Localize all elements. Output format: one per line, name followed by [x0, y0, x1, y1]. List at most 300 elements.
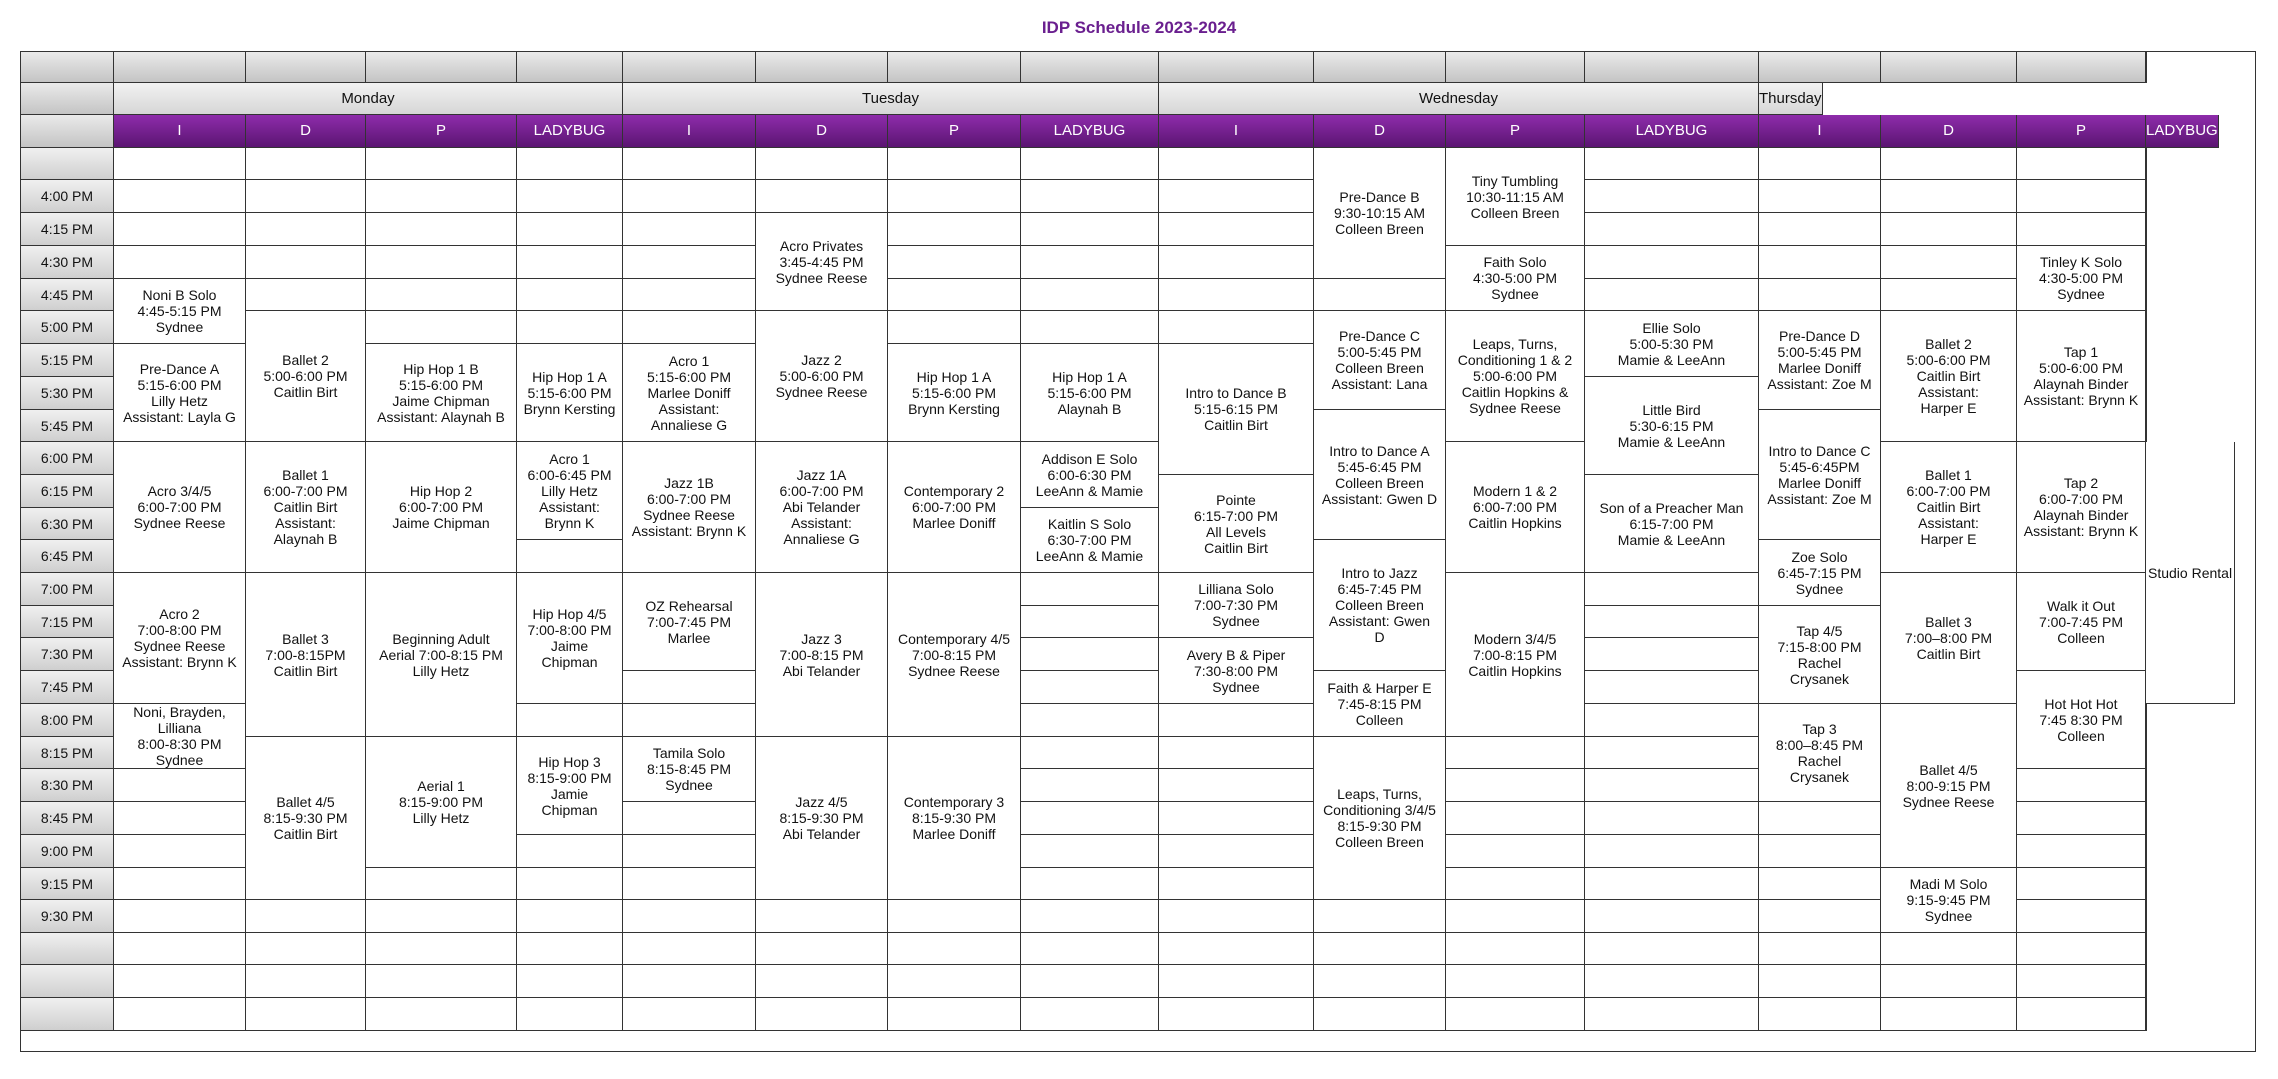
subcolumn-header: D	[246, 115, 366, 148]
time-label: 7:30 PM	[21, 638, 114, 671]
schedule-cell	[1159, 965, 1314, 998]
time-label	[21, 965, 114, 998]
time-label: 4:00 PM	[21, 180, 114, 213]
class-block: Tap 1 5:00-6:00 PM Alaynah Binder Assistant: Brynn K	[2017, 311, 2146, 442]
schedule-cell	[1159, 180, 1314, 213]
time-label: 4:30 PM	[21, 246, 114, 279]
schedule-cell	[2146, 704, 2147, 737]
schedule-cell	[1021, 606, 1159, 638]
schedule-cell	[1159, 148, 1314, 180]
schedule-grid	[20, 51, 2256, 1052]
schedule-cell	[517, 246, 623, 279]
schedule-cell	[1021, 769, 1159, 802]
schedule-cell	[366, 180, 517, 213]
time-label	[21, 148, 114, 180]
class-block: Pre-Dance A 5:15-6:00 PM Lilly Hetz Assistant: Layla G	[114, 344, 246, 442]
subcolumn-header: D	[1881, 115, 2017, 148]
class-block: Studio Rental	[2146, 442, 2235, 704]
schedule-cell	[1021, 573, 1159, 606]
schedule-cell	[2146, 344, 2147, 377]
schedule-cell	[1759, 868, 1881, 900]
schedule-cell	[2146, 213, 2147, 246]
class-block: Hip Hop 1 A 5:15-6:00 PM Brynn Kersting	[517, 344, 623, 442]
schedule-cell	[2017, 148, 2146, 180]
schedule-cell	[1585, 933, 1759, 965]
schedule-cell	[1021, 148, 1159, 180]
subcolumn-header: LADYBUG	[1021, 115, 1159, 148]
class-block: Hot Hot Hot 7:45 8:30 PM Colleen	[2017, 671, 2146, 769]
time-label: 7:00 PM	[21, 573, 114, 606]
subcolumn-header: P	[2017, 115, 2146, 148]
schedule-cell	[2146, 998, 2147, 1031]
schedule-cell	[888, 965, 1021, 998]
class-block: Contemporary 4/5 7:00-8:15 PM Sydnee Reese	[888, 573, 1021, 737]
schedule-cell	[114, 965, 246, 998]
schedule-cell	[1585, 802, 1759, 835]
schedule-cell	[366, 933, 517, 965]
schedule-cell	[517, 540, 623, 573]
class-block: Beginning Adult Aerial 7:00-8:15 PM Lilly Hetz	[366, 573, 517, 737]
time-label: 9:00 PM	[21, 835, 114, 868]
schedule-cell	[1021, 638, 1159, 671]
class-block: Madi M Solo 9:15-9:45 PM Sydnee	[1881, 868, 2017, 933]
schedule-cell	[1585, 704, 1759, 737]
schedule-cell	[246, 180, 366, 213]
schedule-cell	[246, 213, 366, 246]
header-top-cell	[2017, 52, 2146, 83]
class-block: Intro to Dance C 5:45-6:45PM Marlee Doniff Assistant: Zoe M	[1759, 410, 1881, 540]
class-block: Ballet 4/5 8:00-9:15 PM Sydnee Reese	[1881, 704, 2017, 868]
schedule-cell	[1159, 311, 1314, 344]
schedule-cell	[1759, 998, 1881, 1031]
class-block: Acro 2 7:00-8:00 PM Sydnee Reese Assistant: Brynn K	[114, 573, 246, 704]
class-block: Faith & Harper E 7:45-8:15 PM Colleen	[1314, 671, 1446, 737]
schedule-cell	[2146, 737, 2147, 769]
class-block: Hip Hop 2 6:00-7:00 PM Jaime Chipman	[366, 442, 517, 573]
schedule-cell	[1446, 965, 1585, 998]
class-block: Tap 2 6:00-7:00 PM Alaynah Binder Assistant: Brynn K	[2017, 442, 2146, 573]
schedule-cell	[1446, 835, 1585, 868]
class-block: Modern 3/4/5 7:00-8:15 PM Caitlin Hopkins	[1446, 573, 1585, 737]
time-label	[21, 998, 114, 1031]
schedule-cell	[366, 246, 517, 279]
schedule-cell	[756, 148, 888, 180]
schedule-cell	[888, 180, 1021, 213]
schedule-cell	[1159, 900, 1314, 933]
schedule-cell	[1021, 933, 1159, 965]
subcolumn-header: LADYBUG	[2146, 115, 2219, 148]
class-block: Noni, Brayden, Lilliana 8:00-8:30 PM Sydnee	[114, 704, 246, 769]
time-label: 5:30 PM	[21, 377, 114, 410]
schedule-cell	[623, 900, 756, 933]
schedule-cell	[114, 769, 246, 802]
class-block: Aerial 1 8:15-9:00 PM Lilly Hetz	[366, 737, 517, 868]
class-block: Acro 3/4/5 6:00-7:00 PM Sydnee Reese	[114, 442, 246, 573]
schedule-cell	[756, 180, 888, 213]
schedule-cell	[246, 900, 366, 933]
class-block: Tinley K Solo 4:30-5:00 PM Sydnee	[2017, 246, 2146, 311]
class-block: Ballet 4/5 8:15-9:30 PM Caitlin Birt	[246, 737, 366, 900]
schedule-cell	[114, 998, 246, 1031]
class-block: Hip Hop 1 A 5:15-6:00 PM Alaynah B	[1021, 344, 1159, 442]
class-block: Pointe 6:15-7:00 PM All Levels Caitlin Birt	[1159, 475, 1314, 573]
time-label: 8:45 PM	[21, 802, 114, 835]
schedule-cell	[623, 835, 756, 868]
schedule-cell	[1159, 279, 1314, 311]
schedule-cell	[1881, 933, 2017, 965]
schedule-cell	[1881, 998, 2017, 1031]
schedule-cell	[1759, 933, 1881, 965]
header-top-cell	[1759, 52, 1881, 83]
schedule-cell	[756, 965, 888, 998]
schedule-cell	[1585, 868, 1759, 900]
header-top-cell	[623, 52, 756, 83]
schedule-cell	[1585, 279, 1759, 311]
schedule-cell	[1314, 933, 1446, 965]
schedule-cell	[366, 311, 517, 344]
class-block: Faith Solo 4:30-5:00 PM Sydnee	[1446, 246, 1585, 311]
schedule-cell	[623, 965, 756, 998]
schedule-cell	[2146, 835, 2147, 868]
schedule-cell	[2146, 410, 2147, 442]
class-block: Intro to Dance B 5:15-6:15 PM Caitlin Birt	[1159, 344, 1314, 475]
schedule-cell	[1159, 933, 1314, 965]
schedule-cell	[1585, 573, 1759, 606]
day-header-monday: Monday	[114, 83, 623, 115]
schedule-cell	[2146, 180, 2147, 213]
schedule-cell	[1585, 180, 1759, 213]
schedule-cell	[2146, 311, 2147, 344]
class-block: Jazz 3 7:00-8:15 PM Abi Telander	[756, 573, 888, 737]
schedule-cell	[888, 311, 1021, 344]
schedule-cell	[1446, 933, 1585, 965]
class-block: Pre-Dance C 5:00-5:45 PM Colleen Breen Assistant: Lana	[1314, 311, 1446, 410]
header-top-cell	[1159, 52, 1314, 83]
schedule-cell	[1021, 311, 1159, 344]
subcolumn-header: I	[114, 115, 246, 148]
schedule-cell	[1314, 279, 1446, 311]
schedule-cell	[1585, 998, 1759, 1031]
schedule-cell	[2146, 279, 2147, 311]
schedule-cell	[1021, 868, 1159, 900]
time-label: 5:15 PM	[21, 344, 114, 377]
time-label: 9:15 PM	[21, 868, 114, 900]
schedule-cell	[1159, 835, 1314, 868]
schedule-cell	[246, 279, 366, 311]
schedule-cell	[1159, 868, 1314, 900]
header-top-cell	[1881, 52, 2017, 83]
class-block: Pre-Dance D 5:00-5:45 PM Marlee Doniff Assistant: Zoe M	[1759, 311, 1881, 410]
schedule-cell	[2017, 965, 2146, 998]
schedule-cell	[2017, 769, 2146, 802]
subcolumn-header: I	[1159, 115, 1314, 148]
class-block: Acro 1 5:15-6:00 PM Marlee Doniff Assistant: Annaliese G	[623, 344, 756, 442]
class-block: Ballet 1 6:00-7:00 PM Caitlin Birt Assistant: Harper E	[1881, 442, 2017, 573]
schedule-cell	[1759, 835, 1881, 868]
schedule-cell	[1021, 246, 1159, 279]
schedule-cell	[1021, 213, 1159, 246]
class-block: Intro to Jazz 6:45-7:45 PM Colleen Breen Assistant: Gwen D	[1314, 540, 1446, 671]
schedule-cell	[2146, 377, 2147, 410]
schedule-cell	[1159, 213, 1314, 246]
class-block: Walk it Out 7:00-7:45 PM Colleen	[2017, 573, 2146, 671]
schedule-cell	[888, 279, 1021, 311]
subcolumn-header: I	[1759, 115, 1881, 148]
header-top-cell	[114, 52, 246, 83]
header-top-cell	[517, 52, 623, 83]
schedule-cell	[1585, 148, 1759, 180]
subcolumn-header: LADYBUG	[517, 115, 623, 148]
schedule-cell	[1446, 900, 1585, 933]
schedule-cell	[2146, 769, 2147, 802]
schedule-cell	[2017, 900, 2146, 933]
day-header-thursday: Thursday	[1759, 83, 1823, 115]
schedule-cell	[366, 868, 517, 900]
time-label: 8:15 PM	[21, 737, 114, 769]
schedule-cell	[1759, 148, 1881, 180]
schedule-cell	[517, 965, 623, 998]
class-block: Ellie Solo 5:00-5:30 PM Mamie & LeeAnn	[1585, 311, 1759, 377]
schedule-cell	[1759, 279, 1881, 311]
schedule-cell	[2017, 868, 2146, 900]
schedule-cell	[1759, 965, 1881, 998]
class-block: Hip Hop 1 A 5:15-6:00 PM Brynn Kersting	[888, 344, 1021, 442]
schedule-cell	[366, 279, 517, 311]
schedule-cell	[623, 671, 756, 704]
class-block: Acro Privates 3:45-4:45 PM Sydnee Reese	[756, 213, 888, 311]
header-top-cell	[1446, 52, 1585, 83]
time-label: 6:15 PM	[21, 475, 114, 508]
schedule-cell	[1021, 965, 1159, 998]
schedule-cell	[114, 213, 246, 246]
time-label: 6:45 PM	[21, 540, 114, 573]
class-block: OZ Rehearsal 7:00-7:45 PM Marlee	[623, 573, 756, 671]
schedule-cell	[1314, 965, 1446, 998]
schedule-cell	[2017, 180, 2146, 213]
schedule-cell	[246, 998, 366, 1031]
schedule-cell	[114, 246, 246, 279]
schedule-cell	[366, 213, 517, 246]
time-label: 5:00 PM	[21, 311, 114, 344]
subcolumn-header: P	[888, 115, 1021, 148]
schedule-cell	[623, 868, 756, 900]
time-label: 7:45 PM	[21, 671, 114, 704]
schedule-cell	[1881, 180, 2017, 213]
schedule-cell	[1759, 180, 1881, 213]
class-block: Hip Hop 1 B 5:15-6:00 PM Jaime Chipman Assistant: Alaynah B	[366, 344, 517, 442]
schedule-cell	[623, 998, 756, 1031]
class-block: Intro to Dance A 5:45-6:45 PM Colleen Breen Assistant: Gwen D	[1314, 410, 1446, 540]
schedule-cell	[2017, 998, 2146, 1031]
schedule-cell	[2017, 802, 2146, 835]
schedule-cell	[1585, 965, 1759, 998]
schedule-cell	[1021, 180, 1159, 213]
schedule-cell	[1159, 737, 1314, 769]
subcolumn-header: LADYBUG	[1585, 115, 1759, 148]
schedule-cell	[2146, 965, 2147, 998]
class-block: Leaps, Turns, Conditioning 3/4/5 8:15-9:30 PM Colleen Breen	[1314, 737, 1446, 900]
schedule-cell	[1881, 213, 2017, 246]
schedule-cell	[1021, 998, 1159, 1031]
subcolumn-header: D	[756, 115, 888, 148]
day-header-wednesday: Wednesday	[1159, 83, 1759, 115]
schedule-cell	[756, 933, 888, 965]
class-block: Kaitlin S Solo 6:30-7:00 PM LeeAnn & Mamie	[1021, 508, 1159, 573]
schedule-cell	[623, 933, 756, 965]
schedule-cell	[114, 933, 246, 965]
schedule-cell	[246, 246, 366, 279]
class-block: Noni B Solo 4:45-5:15 PM Sydnee	[114, 279, 246, 344]
schedule-cell	[2017, 213, 2146, 246]
schedule-cell	[888, 246, 1021, 279]
schedule-cell	[2146, 246, 2147, 279]
class-block: Ballet 3 7:00–8:00 PM Caitlin Birt	[1881, 573, 2017, 704]
time-label: 8:00 PM	[21, 704, 114, 737]
class-block: Jazz 1B 6:00-7:00 PM Sydnee Reese Assistant: Brynn K	[623, 442, 756, 573]
time-label: 9:30 PM	[21, 900, 114, 933]
subcolumn-header: I	[623, 115, 756, 148]
schedule-cell	[366, 998, 517, 1031]
schedule-cell	[1446, 737, 1585, 769]
class-block: Leaps, Turns, Conditioning 1 & 2 5:00-6:00 PM Caitlin Hopkins & Sydnee Reese	[1446, 311, 1585, 442]
schedule-cell	[114, 835, 246, 868]
schedule-cell	[1881, 148, 2017, 180]
class-block: Hip Hop 3 8:15-9:00 PM Jamie Chipman	[517, 737, 623, 835]
schedule-cell	[888, 933, 1021, 965]
schedule-cell	[1585, 246, 1759, 279]
time-label: 6:00 PM	[21, 442, 114, 475]
class-block: Ballet 1 6:00-7:00 PM Caitlin Birt Assistant: Alaynah B	[246, 442, 366, 573]
schedule-cell	[517, 148, 623, 180]
page-title: IDP Schedule 2023-2024	[1041, 18, 1237, 37]
schedule-cell	[1446, 868, 1585, 900]
header-top-cell	[366, 52, 517, 83]
schedule-cell	[1585, 900, 1759, 933]
header-top-cell	[756, 52, 888, 83]
schedule-cell	[2017, 835, 2146, 868]
schedule-cell	[1585, 606, 1759, 638]
schedule-cell	[1446, 802, 1585, 835]
class-block: Ballet 3 7:00-8:15PM Caitlin Birt	[246, 573, 366, 737]
time-label	[21, 933, 114, 965]
class-block: Modern 1 & 2 6:00-7:00 PM Caitlin Hopkins	[1446, 442, 1585, 573]
time-label: 7:15 PM	[21, 606, 114, 638]
schedule-cell	[1881, 965, 2017, 998]
schedule-cell	[623, 148, 756, 180]
schedule-cell	[623, 246, 756, 279]
schedule-cell	[2146, 802, 2147, 835]
schedule-cell	[114, 900, 246, 933]
class-block: Contemporary 2 6:00-7:00 PM Marlee Doniff	[888, 442, 1021, 573]
schedule-cell	[1314, 998, 1446, 1031]
schedule-cell	[114, 180, 246, 213]
schedule-cell	[1585, 638, 1759, 671]
schedule-cell	[1759, 802, 1881, 835]
schedule-cell	[1021, 671, 1159, 704]
schedule-cell	[623, 213, 756, 246]
schedule-cell	[366, 900, 517, 933]
header-top-cell	[2146, 52, 2147, 83]
schedule-cell	[2017, 933, 2146, 965]
schedule-cell	[1314, 900, 1446, 933]
class-block: Jazz 2 5:00-6:00 PM Sydnee Reese	[756, 311, 888, 442]
schedule-cell	[1881, 279, 2017, 311]
schedule-cell	[888, 998, 1021, 1031]
schedule-cell	[1585, 213, 1759, 246]
class-block: Hip Hop 4/5 7:00-8:00 PM Jaime Chipman	[517, 573, 623, 704]
schedule-cell	[756, 900, 888, 933]
schedule-cell	[517, 933, 623, 965]
header-top-cell	[246, 52, 366, 83]
time-label: 4:45 PM	[21, 279, 114, 311]
schedule-cell	[366, 965, 517, 998]
subcolumn-header: P	[366, 115, 517, 148]
class-block: Tiny Tumbling 10:30-11:15 AM Colleen Breen	[1446, 148, 1585, 246]
schedule-cell	[246, 965, 366, 998]
schedule-cell	[1159, 246, 1314, 279]
class-block: Little Bird 5:30-6:15 PM Mamie & LeeAnn	[1585, 377, 1759, 475]
class-block: Acro 1 6:00-6:45 PM Lilly Hetz Assistant: Brynn K	[517, 442, 623, 540]
time-label: 5:45 PM	[21, 410, 114, 442]
schedule-cell	[2146, 933, 2147, 965]
schedule-cell	[1021, 835, 1159, 868]
class-block: Zoe Solo 6:45-7:15 PM Sydnee	[1759, 540, 1881, 606]
schedule-cell	[1585, 671, 1759, 704]
schedule-cell	[517, 213, 623, 246]
schedule-cell	[114, 868, 246, 900]
schedule-cell	[756, 998, 888, 1031]
class-block: Jazz 4/5 8:15-9:30 PM Abi Telander	[756, 737, 888, 900]
schedule-cell	[517, 704, 623, 737]
schedule-cell	[1759, 213, 1881, 246]
class-block: Pre-Dance B 9:30-10:15 AM Colleen Breen	[1314, 148, 1446, 279]
schedule-cell	[517, 180, 623, 213]
class-block: Ballet 2 5:00-6:00 PM Caitlin Birt Assistant: Harper E	[1881, 311, 2017, 442]
schedule-cell	[246, 148, 366, 180]
schedule-cell	[517, 279, 623, 311]
subheader-corner	[21, 115, 114, 148]
schedule-cell	[1159, 998, 1314, 1031]
schedule-cell	[1159, 704, 1314, 737]
schedule-cell	[1021, 704, 1159, 737]
class-block: Tap 3 8:00–8:45 PM Rachel Crysanek	[1759, 704, 1881, 802]
schedule-cell	[1446, 998, 1585, 1031]
schedule-cell	[246, 933, 366, 965]
schedule-cell	[623, 802, 756, 835]
class-block: Lilliana Solo 7:00-7:30 PM Sydnee	[1159, 573, 1314, 638]
schedule-cell	[517, 868, 623, 900]
schedule-cell	[623, 279, 756, 311]
schedule-cell	[1585, 769, 1759, 802]
schedule-cell	[114, 802, 246, 835]
schedule-cell	[114, 148, 246, 180]
schedule-cell	[517, 835, 623, 868]
schedule-cell	[623, 311, 756, 344]
schedule-cell	[2146, 148, 2147, 180]
class-block: Jazz 1A 6:00-7:00 PM Abi Telander Assistant: Annaliese G	[756, 442, 888, 573]
schedule-cell	[517, 998, 623, 1031]
schedule-cell	[2146, 868, 2147, 900]
header-top-cell	[1021, 52, 1159, 83]
subcolumn-header: D	[1314, 115, 1446, 148]
class-block: Contemporary 3 8:15-9:30 PM Marlee Doniff	[888, 737, 1021, 900]
schedule-cell	[366, 148, 517, 180]
schedule-cell	[1585, 737, 1759, 769]
schedule-cell	[623, 704, 756, 737]
schedule-cell	[623, 180, 756, 213]
day-header-tuesday: Tuesday	[623, 83, 1159, 115]
schedule-cell	[1021, 279, 1159, 311]
